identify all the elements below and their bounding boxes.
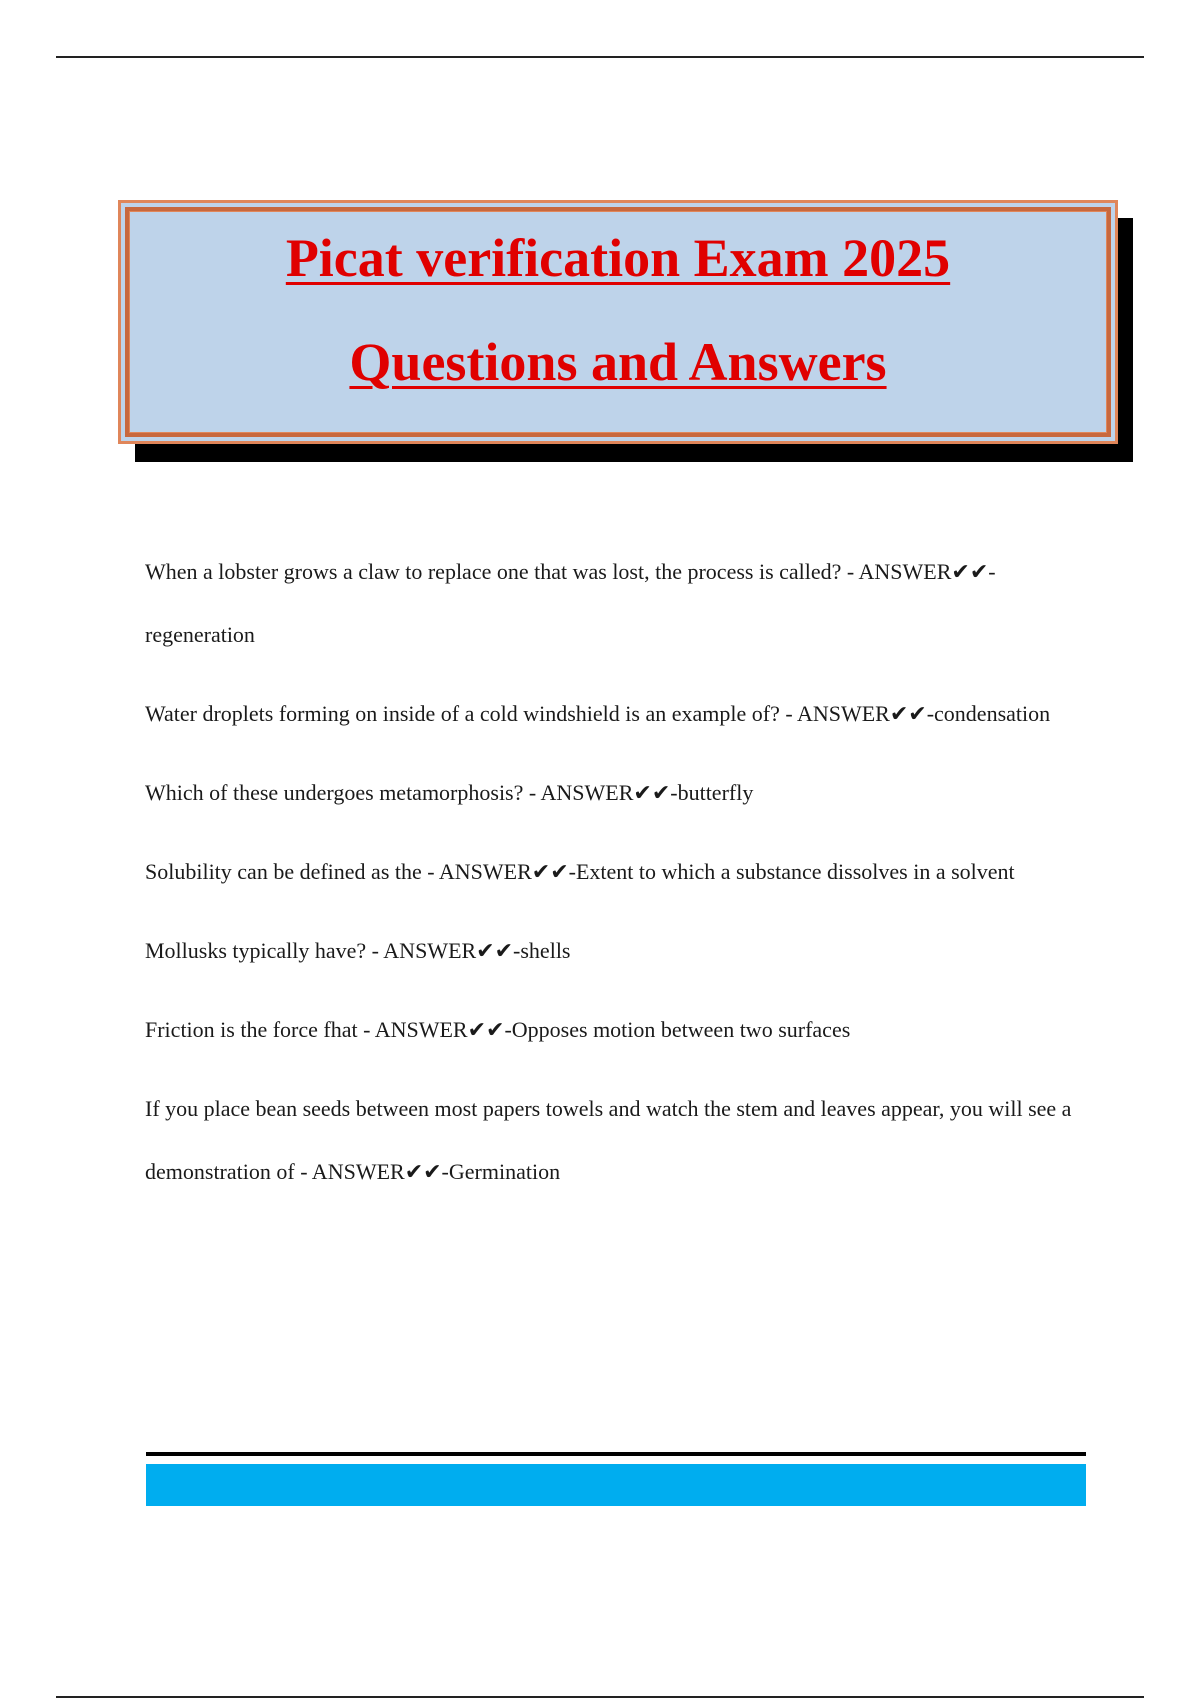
- top-rule: [56, 56, 1144, 58]
- qa-list: [145, 540, 1095, 1219]
- qa-item-4: Solubility can be defined as the - ANSWER✔✔-Extent to which a substance dissolves in a solvent: [145, 859, 1015, 884]
- bottom-rule: [56, 1696, 1144, 1698]
- footer-blue-bar: [146, 1464, 1086, 1506]
- qa-item-7: If you place bean seeds between most papers towels and watch the stem and leaves appear, you will see a demonstration of - ANSWER✔✔-Germination: [145, 1096, 1072, 1184]
- qa-item-6: Friction is the force fhat - ANSWER✔✔-Opposes motion between two surfaces: [145, 1017, 851, 1042]
- title-line-1: Picat verification Exam 2025: [285, 228, 951, 288]
- qa-item-3: Which of these undergoes metamorphosis? - ANSWER✔✔-butterfly: [145, 780, 754, 805]
- footer-black-rule: [146, 1452, 1086, 1456]
- title-box: [118, 200, 1118, 444]
- title-line-2: Questions and Answers: [349, 332, 887, 392]
- qa-item-5: Mollusks typically have? - ANSWER✔✔-shells: [145, 938, 571, 963]
- qa-item-1: When a lobster grows a claw to replace one that was lost, the process is called? - ANSWER✔✔-regeneration: [145, 559, 996, 647]
- qa-item-2: Water droplets forming on inside of a cold windshield is an example of? - ANSWER✔✔-condensation: [145, 701, 1051, 726]
